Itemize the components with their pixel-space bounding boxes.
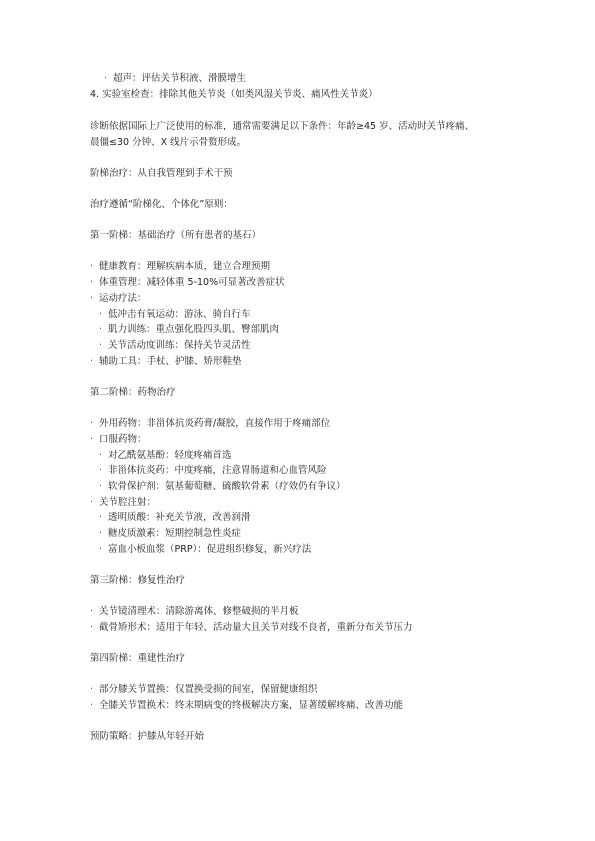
line-text: 辅助工具：手杖、护膝、矫形鞋垫 xyxy=(99,356,242,367)
bullet-icon: · xyxy=(99,309,103,320)
heading-text: 第二阶梯：药物治疗 xyxy=(90,387,176,398)
line-text: 关节腔注射： xyxy=(99,497,157,508)
section-heading xyxy=(90,386,176,400)
heading-text: 第一阶梯：基础治疗（所有患者的基石） xyxy=(90,230,262,241)
sub-list-item xyxy=(99,449,232,463)
section-heading xyxy=(90,730,204,744)
line-text: 肌力训练：重点强化股四头肌、臀部肌肉 xyxy=(108,324,280,335)
sub-list-item xyxy=(99,527,241,541)
list-item xyxy=(104,72,246,86)
sub-list-item xyxy=(99,339,251,353)
heading-text: 阶梯治疗：从自我管理到手术干预 xyxy=(90,168,233,179)
list-item xyxy=(90,355,242,369)
section-heading xyxy=(90,229,261,243)
line-text: 治疗遵循“阶梯化、个体化”原则： xyxy=(90,199,233,210)
line-text: 超声：评估关节积液、滑膜增生 xyxy=(113,73,247,84)
bullet-icon: · xyxy=(99,465,103,476)
section-heading xyxy=(90,574,185,588)
bullet-icon: · xyxy=(90,261,94,272)
line-text: 关节活动度训练：保持关节灵活性 xyxy=(108,340,251,351)
list-item xyxy=(90,683,318,697)
bullet-icon: · xyxy=(90,700,94,711)
list-item xyxy=(90,621,413,635)
list-item xyxy=(90,417,330,431)
bullet-icon: · xyxy=(99,544,103,555)
bullet-icon: · xyxy=(90,356,94,367)
line-text: 软骨保护剂：氨基葡萄糖、硫酸软骨素（疗效仍有争议） xyxy=(108,481,346,492)
line-text: 体重管理：减轻体重 5-10%可显著改善症状 xyxy=(99,277,285,288)
bullet-icon: · xyxy=(99,481,103,492)
bullet-icon: · xyxy=(99,528,103,539)
bullet-icon: · xyxy=(99,450,103,461)
list-item xyxy=(90,433,147,447)
paragraph-line xyxy=(90,136,246,150)
section-heading xyxy=(90,167,233,181)
line-text: 糖皮质激素：短期控制急性炎症 xyxy=(108,528,242,539)
bullet-icon: · xyxy=(99,324,103,335)
line-text: 非甾体抗炎药：中度疼痛，注意胃肠道和心血管风险 xyxy=(108,465,327,476)
line-text: 关节镜清理术：清除游离体、修整破损的半月板 xyxy=(99,606,299,617)
sub-list-item xyxy=(99,464,327,478)
line-text: 富血小板血浆（PRP）：促进组织修复，新兴疗法 xyxy=(108,544,312,555)
line-text: 运动疗法： xyxy=(99,293,147,304)
line-text: 诊断依据国际上广泛使用的标准，通常需要满足以下条件：年龄≥45 岁、活动时关节疼痛、 xyxy=(90,121,475,132)
sub-list-item xyxy=(99,308,251,322)
line-text: 透明质酸：补充关节液，改善润滑 xyxy=(108,512,251,523)
bullet-icon: · xyxy=(90,606,94,617)
line-text: 外用药物：非甾体抗炎药膏/凝胶，直接作用于疼痛部位 xyxy=(99,418,331,429)
sub-list-item xyxy=(99,323,279,337)
sub-list-item xyxy=(99,511,251,525)
list-item xyxy=(90,605,299,619)
line-text: 晨僵≤30 分钟、X 线片示骨赘形成。 xyxy=(90,137,247,148)
line-text: 截骨矫形术：适用于年轻、活动量大且关节对线不良者，重新分布关节压力 xyxy=(99,622,413,633)
paragraph-line xyxy=(90,120,474,134)
section-heading xyxy=(90,652,185,666)
heading-text: 第三阶梯：修复性治疗 xyxy=(90,575,186,586)
bullet-icon: · xyxy=(90,622,94,633)
paragraph-line xyxy=(90,198,233,212)
line-text: 健康教育：理解疾病本质，建立合理预期 xyxy=(99,261,271,272)
sub-list-item xyxy=(99,480,346,494)
bullet-icon: · xyxy=(90,497,94,508)
line-text: 全膝关节置换术：终末期病变的终极解决方案，显著缓解疼痛、改善功能 xyxy=(99,700,404,711)
sub-list-item xyxy=(99,543,311,557)
bullet-icon: · xyxy=(99,512,103,523)
line-text: 部分膝关节置换：仅置换受损的间室，保留健康组织 xyxy=(99,684,318,695)
line-text: 低冲击有氧运动：游泳、骑自行车 xyxy=(108,309,251,320)
list-item xyxy=(90,496,156,510)
heading-text: 第四阶梯：重建性治疗 xyxy=(90,653,186,664)
list-item xyxy=(90,260,270,274)
line-text: 口服药物： xyxy=(99,434,147,445)
list-item xyxy=(90,88,378,102)
bullet-icon: · xyxy=(104,73,108,84)
line-text: 4. 实验室检查：排除其他关节炎（如类风湿关节炎、痛风性关节炎） xyxy=(90,89,378,100)
bullet-icon: · xyxy=(90,277,94,288)
heading-text: 预防策略：护膝从年轻开始 xyxy=(90,731,205,742)
bullet-icon: · xyxy=(90,293,94,304)
list-item xyxy=(90,292,147,306)
bullet-icon: · xyxy=(90,434,94,445)
bullet-icon: · xyxy=(90,684,94,695)
line-text: 对乙酰氨基酚：轻度疼痛首选 xyxy=(108,450,232,461)
list-item xyxy=(90,699,403,713)
bullet-icon: · xyxy=(99,340,103,351)
bullet-icon: · xyxy=(90,418,94,429)
list-item xyxy=(90,276,285,290)
